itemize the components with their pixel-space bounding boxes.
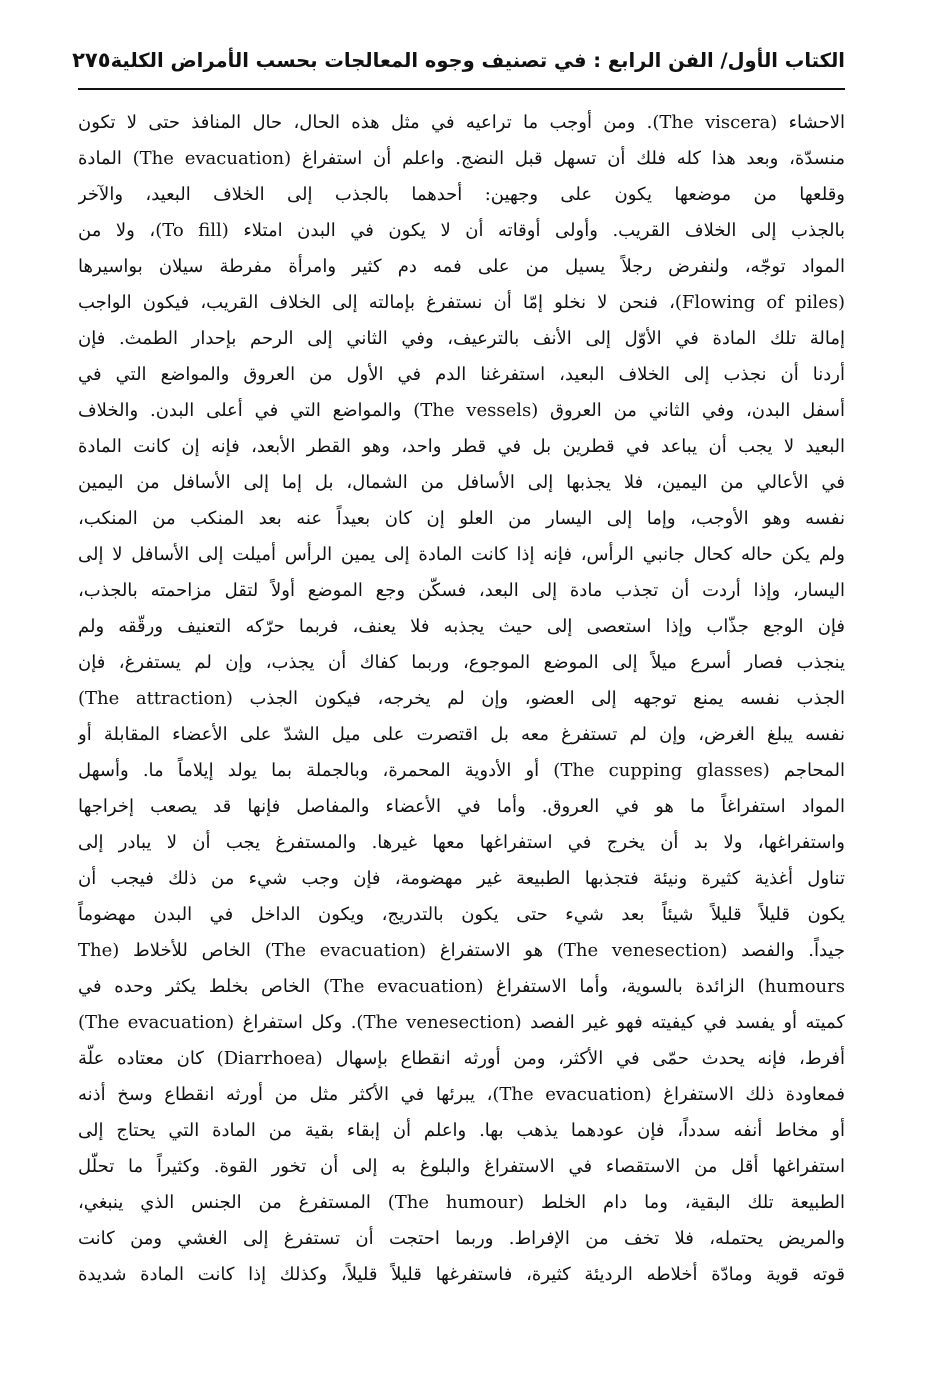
text-line: ولم يكن حاله كحال جانبي الرأس، فإنه إذا كانت المادة إلى يمين الرأس أميلت إلى الأسافل لا إلى bbox=[78, 544, 845, 565]
text-line: واستفراغها، ولا بد أن يخرج في استفراغها معها غيرها. والمستفرغ يجب أن لا يبادر إلى bbox=[78, 832, 845, 853]
text-line: الجذب نفسه يمنع توجهه إلى العضو، وإن لم يخرجه، فيكون الجذب (The attraction) bbox=[78, 688, 845, 709]
text-line: قوته قوية ومادّة أخلاطه الرديئة كثيرة، فاستفرغها قليلاً قليلاً، وكذلك إذا كانت المادة شديدة bbox=[78, 1264, 845, 1285]
text-line: في الأعالي من اليمين، فلا يجذبها إلى الأسافل من الشمال، بل إما إلى الأسافل من اليمين bbox=[78, 472, 845, 493]
text-line: أو مخاط أنفه سدداً، فإن عودهما يذهب بها. واعلم أن إبقاء بقية من المادة التي يحتاج إلى bbox=[78, 1120, 845, 1141]
text-line: humours) الزائدة بالسوية، وأما الاستفراغ (The evacuation) الخاص بخلط يكثر وحده في bbox=[78, 976, 845, 997]
text-line: أسفل البدن، وفي الثاني من العروق (The vessels) والمواضع التي في أعلى البدن. والخلاف bbox=[78, 400, 845, 421]
text-line: تناول أغذية كثيرة ونيئة فتجذبها الطبيعة غير مهضومة، فإن وجب شيء من ذلك فيجب أن bbox=[78, 868, 845, 889]
header-rule bbox=[78, 88, 845, 90]
text-line: نفسه وهو الأوجب، وإما إلى اليسار من العلو إن كان بعيداً عنه بعد المنكب من المنكب، bbox=[78, 508, 845, 529]
text-line: استفراغها أقل من الاستقصاء في الاستفراغ والبلوغ به إلى أن تخور القوة. وكثيراً ما تحلّل bbox=[78, 1156, 845, 1177]
page-number: ٢٧٥ bbox=[72, 48, 111, 72]
body-text bbox=[78, 105, 845, 1355]
text-line: نفسه يبلغ الغرض، وإن لم تستفرغ معه بل اقتصرت على ميل الشدّ على الأعضاء المقابلة أو bbox=[78, 724, 845, 745]
text-line: أفرط، فإنه يحدث حمّى في الأكثر، ومن أورثه انقطاع بإسهال (Diarrhoea) كان معتاده علّة bbox=[78, 1048, 845, 1069]
text-line: كميته أو يفسد في كيفيته فهو غير الفصد (The venesection). وكل استفراغ (The evacuation) bbox=[78, 1012, 845, 1033]
text-line: المواد استفراغاً ما هو في العروق. وأما في الأعضاء والمفاصل فإنها قد يصعب إخراجها bbox=[78, 796, 845, 817]
text-line: البعيد لا يجب أن يباعد في قطرين بل في قطر واحد، وهو القطر الأبعد، فإنه إن كانت المادة bbox=[78, 436, 845, 457]
text-line: ينجذب فصار أسرع ميلاً إلى الموضع الموجوع، وربما كفاك أن يجذب، وإن لم يستفرغ، فإن bbox=[78, 652, 845, 673]
text-line: الطبيعة تلك البقية، وما دام الخلط (The humour) المستفرغ من الجنس الذي ينبغي، bbox=[78, 1192, 845, 1213]
text-line: والمريض يحتمله، فلا تخف من الإفراط. وربما احتجت أن تستفرغ إلى الغشي ومن كانت bbox=[78, 1228, 845, 1249]
text-line: المواد توجّه، ولنفرض رجلاً يسيل من على فمه دم كثير وامرأة مفرطة سيلان بواسيرها bbox=[78, 256, 845, 277]
running-title: الكتاب الأول/ الفن الرابع : في تصنيف وجوه المعالجات بحسب الأمراض الكلية bbox=[110, 48, 845, 72]
running-header bbox=[72, 38, 845, 82]
text-line: المحاجم (The cupping glasses) أو الأدوية المحمرة، وبالجملة بما يولد إيلاماً ما. وأسهل bbox=[78, 760, 845, 781]
text-line: إمالة تلك المادة في الأوّل إلى الأنف بالترعيف، وفي الثاني إلى الرحم بإحدار الطمث. فإن bbox=[78, 328, 845, 349]
text-line: (Flowing of piles)، فنحن لا نخلو إمّا أن نستفرغ بإمالته إلى الخلاف القريب، فيكون الواجب bbox=[78, 292, 845, 313]
text-line: يكون قليلاً قليلاً شيئاً بعد شيء حتى يكون بالتدريج، ويكون الداخل في البدن مهضوماً bbox=[78, 904, 845, 925]
text-line: جيداً. والفصد (The venesection) هو الاستفراغ (The evacuation) الخاص للأخلاط (The bbox=[78, 940, 845, 961]
text-line: فإن الوجع جذّاب وإذا استعصى إلى حيث يجذبه فلا يعنف، فربما حرّكه التعنيف ورقّقه ولم bbox=[78, 616, 845, 637]
text-line: بالجذب إلى الخلاف القريب. وأولى أوقاته أن لا يكون في البدن امتلاء (To fill)، ولا من bbox=[78, 220, 845, 241]
text-line: أردنا أن نجذب إلى الخلاف البعيد، استفرغنا الدم في الأول من العروق والمواضع التي في bbox=[78, 364, 845, 385]
text-line: منسدّة، وبعد هذا كله فلك أن تسهل قبل النضج. واعلم أن استفراغ (The evacuation) المادة bbox=[78, 148, 845, 169]
text-line: وقلعها من موضعها يكون على وجهين: أحدهما بالجذب إلى الخلاف البعيد، والآخر bbox=[78, 184, 845, 205]
text-line: الاحشاء (The viscera). ومن أوجب ما تراعيه في مثل هذه الحال، حال المنافذ حتى لا تكون bbox=[78, 112, 845, 133]
text-line: فمعاودة ذلك الاستفراغ (The evacuation)، يبرئها في الأكثر مثل من أورثه انقطاع وسخ أذنه bbox=[78, 1084, 845, 1105]
text-line: اليسار، وإذا أردت أن تجذب مادة إلى البعد، فسكّن وجع الموضع أولاً لتقل مزاحمته بالجذب، bbox=[78, 580, 845, 601]
